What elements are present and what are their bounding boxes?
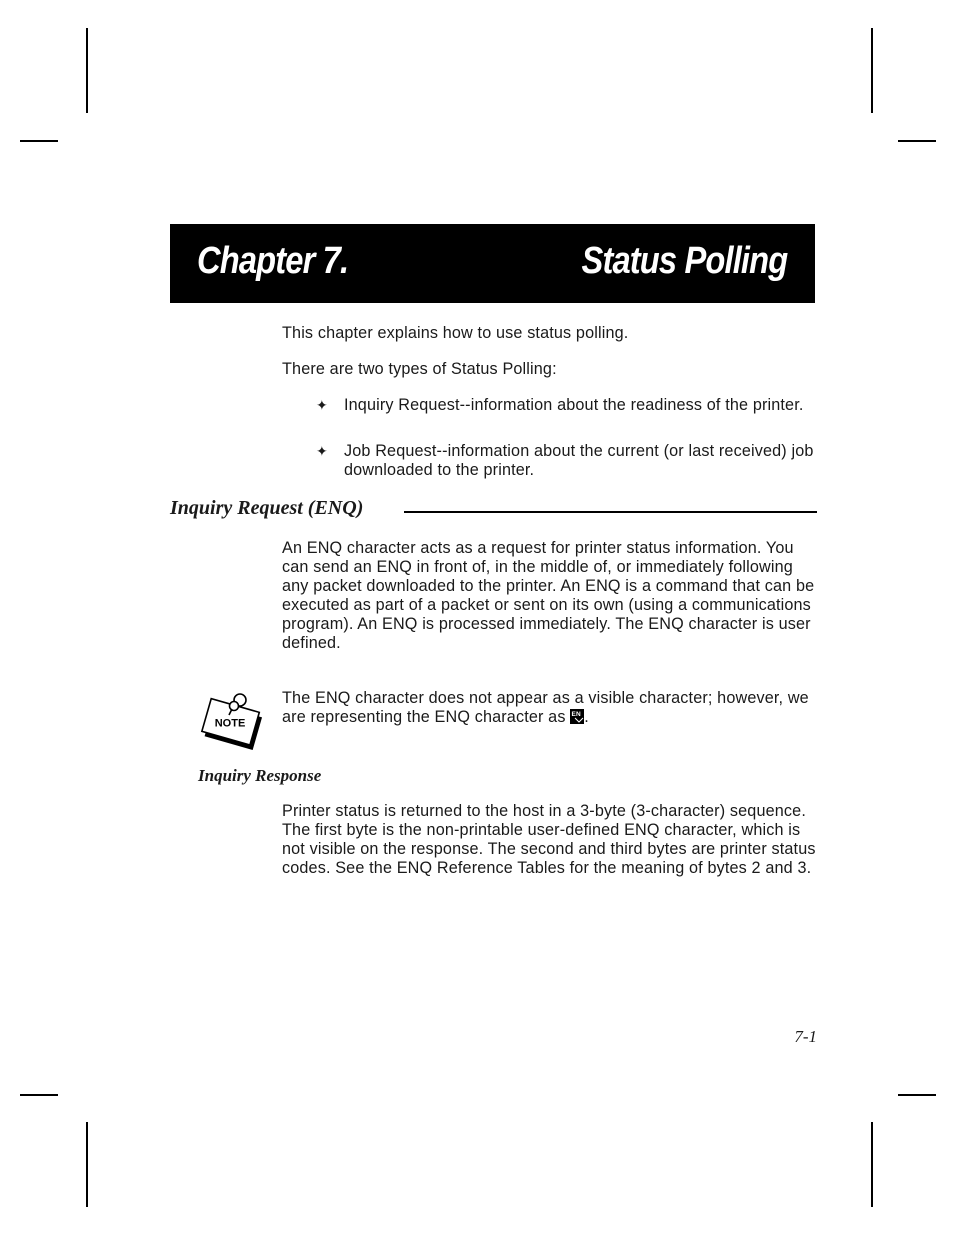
crop-mark-top-left-horizontal xyxy=(20,140,58,142)
note-text-end: . xyxy=(584,708,589,726)
crop-mark-top-left-vertical xyxy=(86,28,88,113)
enq-description-paragraph: An ENQ character acts as a request for printer status information. You can send an ENQ in front of, in the middle of, or immediately following any packet downloaded to the printer. An ENQ is a command that can be executed as part of a packet or sent on its own (using a communications program). An ENQ is processed immediately. The ENQ character is user defined. xyxy=(282,539,815,652)
chapter-banner xyxy=(170,224,815,303)
note-paragraph xyxy=(282,689,817,727)
crop-mark-top-right-vertical xyxy=(871,28,873,113)
chapter-title: Status Polling xyxy=(581,240,787,282)
crop-mark-top-right-horizontal xyxy=(898,140,936,142)
crop-mark-bottom-right-vertical xyxy=(871,1122,873,1207)
inquiry-response-paragraph: Printer status is returned to the host in a 3-byte (3-character) sequence. The first byte is the non-printable user-defined ENQ character, which is not visible on the response. The second and third bytes are printer status codes. See the ENQ Reference Tables for the meaning of bytes 2 and 3. xyxy=(282,802,816,877)
enq-character-icon xyxy=(570,709,584,724)
list-item-text: Job Request--information about the current (or last received) job downloaded to the printer. xyxy=(344,442,814,479)
chapter-number: Chapter 7. xyxy=(197,240,349,282)
note-label: NOTE xyxy=(214,717,246,730)
note-text: The ENQ character does not appear as a visible character; however, we are representing the ENQ character as xyxy=(282,689,809,726)
crop-mark-bottom-right-horizontal xyxy=(898,1094,936,1096)
list-item xyxy=(316,442,816,480)
four-point-star-bullet-icon: ✦ xyxy=(316,443,328,459)
section-heading-text: Inquiry Request (ENQ) xyxy=(170,497,371,520)
subsection-heading: Inquiry Response xyxy=(198,766,322,785)
section-heading xyxy=(170,497,817,523)
list-item xyxy=(316,396,816,434)
intro-paragraph: This chapter explains how to use status polling. xyxy=(282,324,629,342)
note-pushpin-icon xyxy=(196,688,272,762)
list-item-text: Inquiry Request--information about the readiness of the printer. xyxy=(344,396,804,414)
four-point-star-bullet-icon: ✦ xyxy=(316,397,328,413)
section-heading-rule xyxy=(404,511,817,513)
page-number: 7-1 xyxy=(794,1027,817,1046)
enq-glyph-text: EN xyxy=(571,711,582,718)
crop-mark-bottom-left-horizontal xyxy=(20,1094,58,1096)
types-intro-paragraph: There are two types of Status Polling: xyxy=(282,360,557,378)
crop-mark-bottom-left-vertical xyxy=(86,1122,88,1207)
